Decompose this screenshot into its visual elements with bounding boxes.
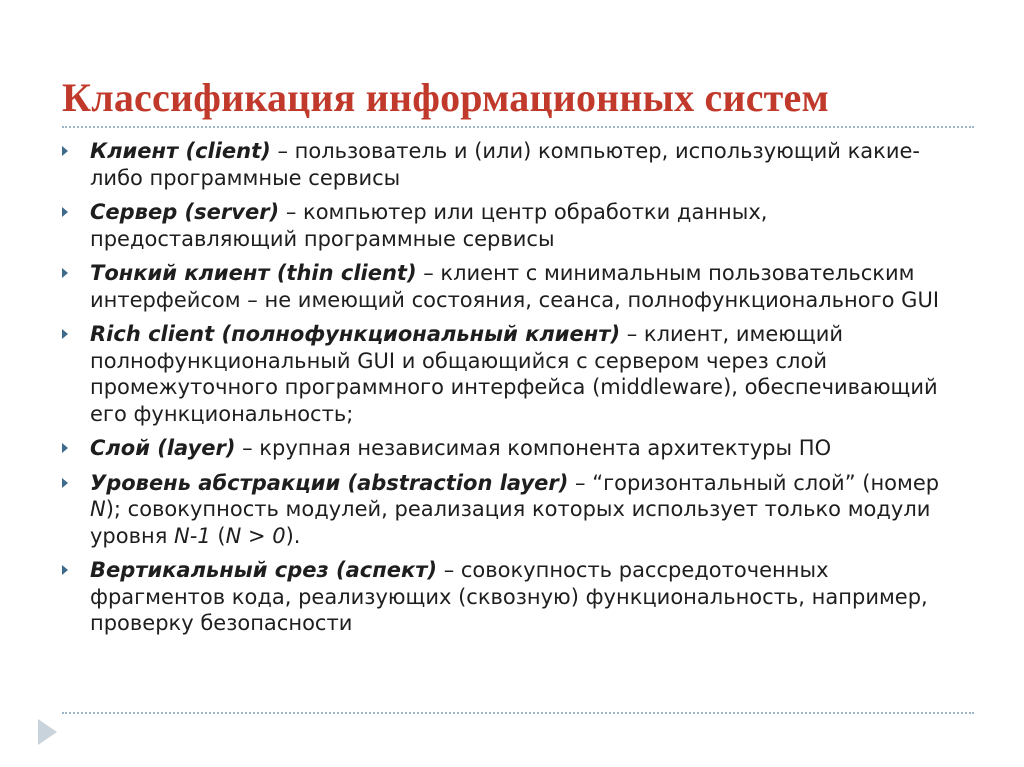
list-item-abstraction-layer [60, 470, 940, 550]
definition-server: – компьютер или центр обработки данных, предоставляющий программные сервисы [90, 200, 768, 251]
term-thin-client: Тонкий клиент (thin client) [90, 261, 417, 285]
list-item-server [60, 199, 940, 252]
definition-thin-client: – клиент с минимальным пользовательским интерфейсом – не имеющий состояния, сеанса, полнофункционального GUI [90, 261, 940, 312]
term-layer: Слой (layer) [90, 436, 236, 460]
bullet-arrow-icon [62, 565, 68, 575]
variable-n: N [90, 497, 106, 521]
bullet-arrow-icon [62, 478, 68, 488]
condition-n-greater-zero: N > 0 [225, 523, 286, 548]
term-client: Клиент (client) [90, 139, 271, 163]
term-server: Сервер (server) [90, 200, 280, 224]
definition-layer: – крупная независимая компонента архитектуры ПО [235, 436, 832, 460]
definition-rich-client: – клиент, имеющий полнофункциональный GUI и общающийся с сервером через слой промежуточного программного интерфейса (middleware), обеспечивающий его функциональность; [90, 322, 938, 426]
list-item-rich-client [60, 321, 940, 427]
definition-vertical-slice: – совокупность рассредоточенных фрагментов кода, реализующих (сквозную) функциональность, например, проверку безопасности [90, 558, 928, 635]
definition-abstraction-part-b: ); совокупность модулей, реализация которых использует только модули уровня [90, 497, 931, 548]
list-item-client [60, 138, 940, 191]
term-abstraction-layer: Уровень абстракции (abstraction layer) [90, 470, 569, 495]
list-item-layer [60, 435, 940, 462]
definition-abstraction-part-a: – “горизонтальный слой” (номер [568, 470, 940, 495]
definitions-list [60, 138, 940, 645]
variable-n-minus-1: N-1 [174, 523, 211, 548]
definition-abstraction-part-c: ( [210, 523, 226, 548]
term-vertical-slice: Вертикальный срез (аспект) [90, 558, 438, 582]
bullet-arrow-icon [62, 443, 68, 453]
definition-abstraction-part-d: ). [285, 523, 301, 548]
bullet-arrow-icon [62, 329, 68, 339]
footer-divider [62, 712, 974, 714]
bullet-arrow-icon [62, 146, 68, 156]
definition-client: – пользователь и (или) компьютер, использующий какие-либо программные сервисы [90, 139, 920, 190]
title-divider [62, 126, 974, 128]
bullet-arrow-icon [62, 268, 68, 278]
bullet-arrow-icon [62, 207, 68, 217]
list-item-thin-client [60, 260, 940, 313]
list-item-vertical-slice [60, 557, 940, 637]
slide-title: Классификация информационных систем [62, 75, 829, 120]
term-rich-client: Rich client (полнофункциональный клиент) [90, 322, 621, 346]
footer-arrow-icon [38, 719, 57, 745]
